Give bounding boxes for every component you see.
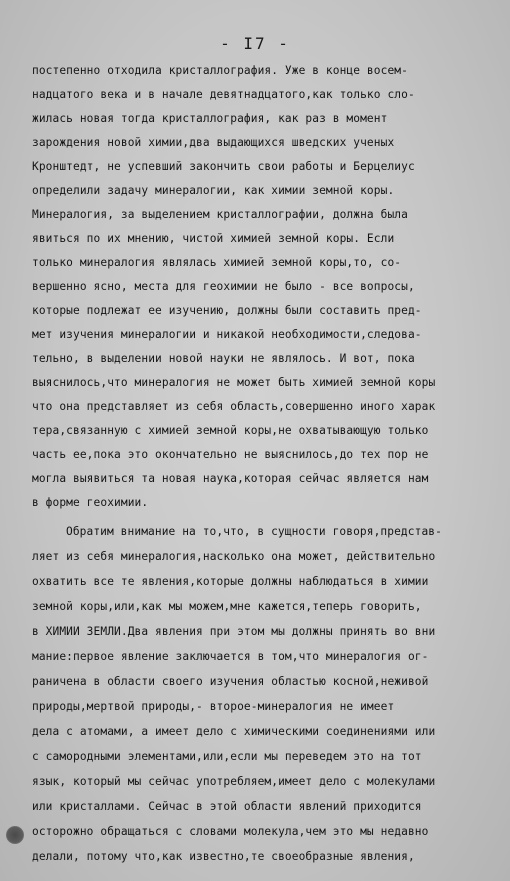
text-line: природы,мертвой природы,- второе-минералогия не имеет	[32, 700, 395, 713]
text-line: что она представляет из себя область,совершенно иного харак	[32, 400, 436, 413]
text-line: в ХИМИИ ЗЕМЛИ.Два явления при этом мы должны принять во вни	[32, 625, 436, 638]
text-line: тельно, в выделении новой науки не являлось. И вот, пока	[32, 352, 415, 365]
text-line: только минералогия являлась химией земной коры,то, со-	[32, 256, 402, 269]
text-line: раничена в области своего изучения областью косной,неживой	[32, 675, 429, 688]
text-line: осторожно обращаться с словами молекула,чем это мы недавно	[32, 825, 429, 838]
text-line: мет изучения минералогии и никакой необходимости,следова-	[32, 328, 422, 341]
paragraph-first-line: Обратим внимание на то,что, в сущности говоря,представ-	[66, 525, 442, 538]
text-line: Минералогия, за выделением кристаллографии, должна была	[32, 208, 408, 221]
text-line: могла выявиться та новая наука,которая сейчас является нам	[32, 472, 429, 485]
text-line: вершенно ясно, места для геохимии не было - все вопросы,	[32, 280, 415, 293]
text-line: Кронштедт, не успевший закончить свои работы и Берцелиус	[32, 160, 415, 173]
text-line: выяснилось,что минералогия не может быть химией земной коры	[32, 376, 436, 389]
text-line: постепенно отходила кристаллография. Уже в конце восем-	[32, 64, 408, 77]
text-line: определили задачу минералогии, как химии земной коры.	[32, 184, 395, 197]
text-line: зарождения новой химии,два выдающихся шведских ученых	[32, 136, 395, 149]
text-line: жилась новая тогда кристаллография, как раз в момент	[32, 112, 388, 125]
text-line: дела с атомами, а имеет дело с химическими соединениями или	[32, 725, 436, 738]
text-line: мание:первое явление заключается в том,что минералогия ог-	[32, 650, 429, 663]
punch-hole-mark	[6, 826, 24, 844]
text-line: земной коры,или,как мы можем,мне кажется,теперь говорить,	[32, 600, 422, 613]
text-line: надцатого века и в начале девятнадцатого,как только сло-	[32, 88, 415, 101]
text-line: тера,связанную с химией земной коры,не охватывающую только	[32, 424, 429, 437]
text-line: явиться по их мнению, чистой химией земной коры. Если	[32, 232, 395, 245]
text-line: с самородными элементами,или,если мы переведем это на тот	[32, 750, 422, 763]
text-line: или кристаллами. Сейчас в этой области явлений приходится	[32, 800, 422, 813]
text-line: ляет из себя минералогия,насколько она может, действительно	[32, 550, 436, 563]
text-line: часть ее,пока это окончательно не выяснилось,до тех пор не	[32, 448, 429, 461]
text-line: охватить все те явления,которые должны наблюдаться в химии	[32, 575, 429, 588]
page-number: - I7 -	[220, 34, 290, 53]
text-line: в форме геохимии.	[32, 496, 149, 509]
text-line: делали, потому что,как известно,те своеобразные явления,	[32, 850, 415, 863]
text-line: которые подлежат ее изучению, должны были составить пред-	[32, 304, 422, 317]
text-line: язык, который мы сейчас употребляем,имеет дело с молекулами	[32, 775, 436, 788]
